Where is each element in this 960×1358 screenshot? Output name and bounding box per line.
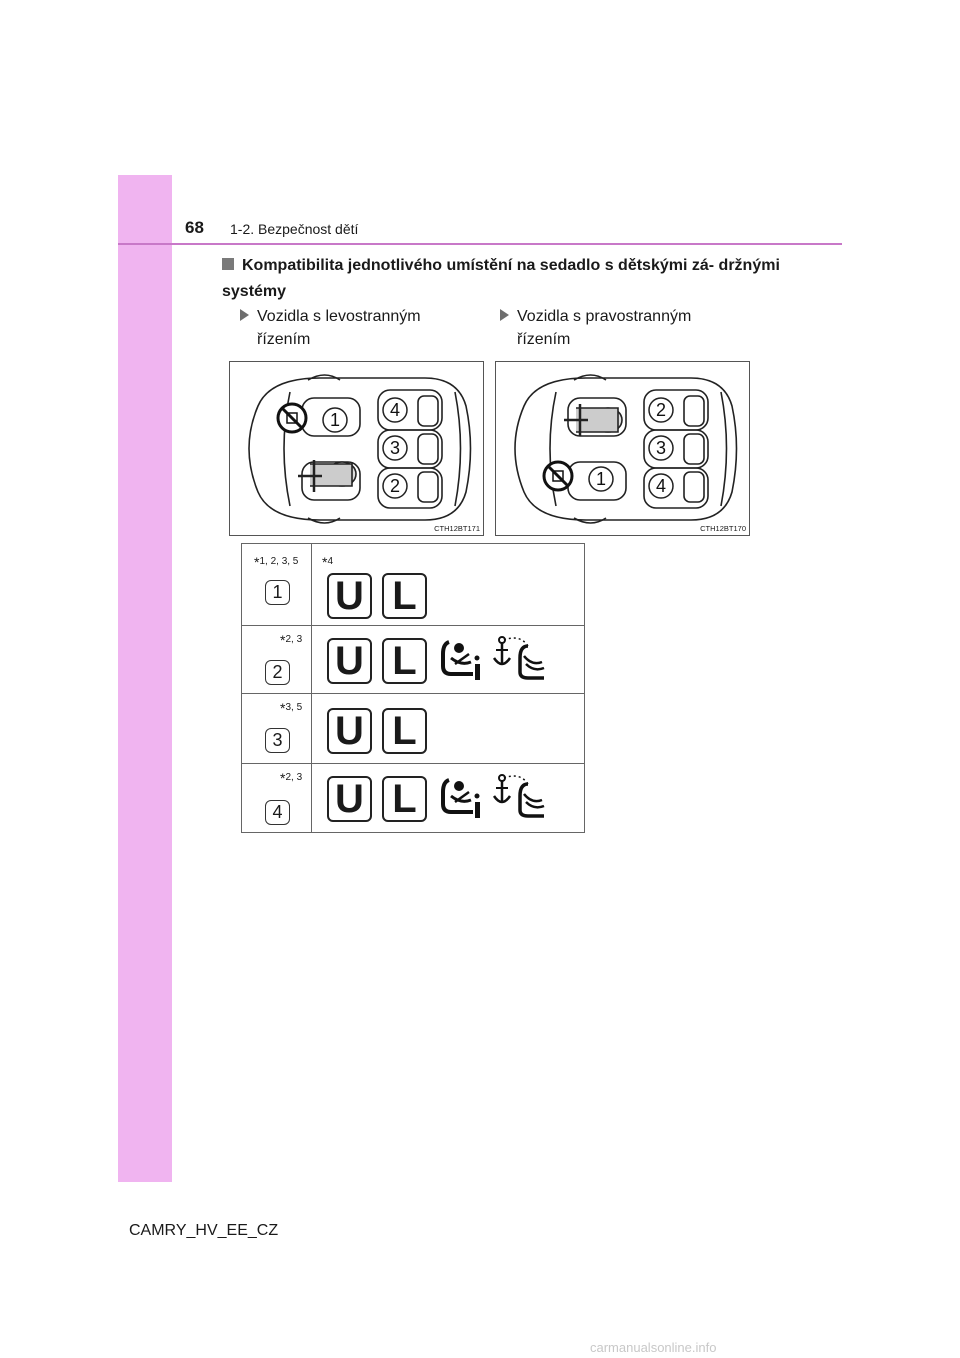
compatibility-table xyxy=(241,543,585,833)
page-number: 68 xyxy=(185,218,204,237)
table-row xyxy=(242,764,584,832)
universal-badge: U xyxy=(327,708,372,754)
footnote-ref: *4 xyxy=(322,554,334,570)
isofix-seat-icon xyxy=(437,774,485,824)
diagram-code: CTH12BT171 xyxy=(434,524,480,533)
car-top-view-icon xyxy=(230,362,483,535)
watermark: carmanualsonline.info xyxy=(590,1340,717,1355)
universal-badge: U xyxy=(327,638,372,684)
footnote-ref: *2, 3 xyxy=(280,632,303,648)
seat-number-label: 1 xyxy=(595,469,607,489)
row-divider xyxy=(311,694,312,763)
row-divider xyxy=(311,764,312,832)
top-tether-anchor-icon xyxy=(490,634,548,684)
chapter-side-band xyxy=(118,175,172,1182)
lateral-badge: L xyxy=(382,573,427,619)
footnote-ref: *3, 5 xyxy=(280,700,303,716)
seat-number-label: 2 xyxy=(389,476,401,496)
section-title: Kompatibilita jednotlivého umístění na sedadlo s dětskými zá- držnými systémy xyxy=(222,257,780,300)
seat-number-badge: 4 xyxy=(265,800,290,825)
row-divider xyxy=(311,626,312,693)
lateral-badge: L xyxy=(382,776,427,822)
seat-number-label: 2 xyxy=(655,400,667,420)
isofix-seat-icon xyxy=(437,636,485,686)
subsection-right-hand-drive: Vozidla s pravostranným řízením xyxy=(500,305,691,351)
universal-badge: U xyxy=(327,573,372,619)
seat-number-badge: 1 xyxy=(265,580,290,605)
seat-number-label: 4 xyxy=(655,476,667,496)
universal-badge: U xyxy=(327,776,372,822)
seat-number-label: 3 xyxy=(389,438,401,458)
triangle-bullet-icon xyxy=(500,309,509,321)
row-divider xyxy=(311,544,312,625)
seat-number-label: 3 xyxy=(655,438,667,458)
triangle-bullet-icon xyxy=(240,309,249,321)
seat-number-label: 1 xyxy=(329,410,341,430)
seat-number-badge: 3 xyxy=(265,728,290,753)
lateral-badge: L xyxy=(382,708,427,754)
car-diagram-left-hand-drive xyxy=(229,361,484,536)
car-diagram-right-hand-drive xyxy=(495,361,750,536)
table-row xyxy=(242,694,584,764)
header-rule xyxy=(118,243,842,245)
lateral-badge: L xyxy=(382,638,427,684)
square-bullet-icon xyxy=(222,258,234,270)
model-code-footer: CAMRY_HV_EE_CZ xyxy=(129,1222,279,1239)
chapter-title: 1-2. Bezpečnost dětí xyxy=(230,221,359,237)
subsection-left-hand-drive: Vozidla s levostranným řízením xyxy=(240,305,421,351)
seat-number-label: 4 xyxy=(389,400,401,420)
diagram-code: CTH12BT170 xyxy=(700,524,746,533)
car-top-view-icon xyxy=(496,362,749,535)
footnote-ref: *2, 3 xyxy=(280,770,303,786)
top-tether-anchor-icon xyxy=(490,772,548,822)
seat-number-badge: 2 xyxy=(265,660,290,685)
table-row xyxy=(242,626,584,694)
table-row xyxy=(242,544,584,626)
footnote-ref: *1, 2, 3, 5 xyxy=(254,554,299,570)
